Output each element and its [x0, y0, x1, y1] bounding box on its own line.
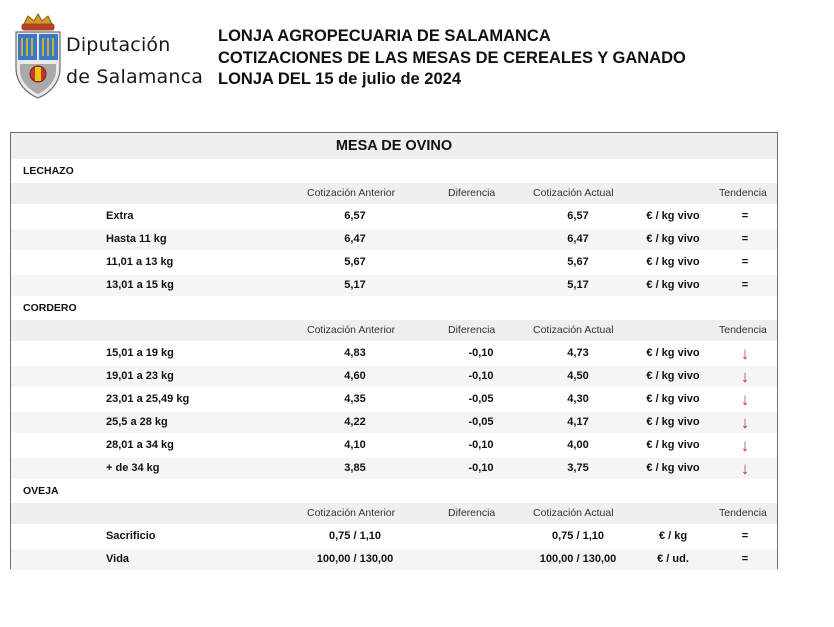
value-unidad: € / kg vivo: [646, 416, 700, 428]
arrow-down-icon: ↓: [740, 413, 750, 432]
value-actual: 4,73: [567, 347, 589, 359]
column-header-anterior: Cotización Anterior: [307, 324, 396, 336]
diputacion-logo: [10, 12, 204, 102]
equal-sign: =: [741, 530, 749, 542]
arrow-down-icon: ↓: [740, 459, 750, 478]
value-diferencia: -0,10: [468, 462, 494, 474]
table-row: [11, 343, 777, 364]
arrow-down-icon: ↓: [740, 436, 750, 455]
value-diferencia: [451, 229, 511, 250]
row-label: Sacrificio: [106, 530, 156, 542]
column-header-row: [11, 183, 777, 204]
row-label: 23,01 a 25,49 kg: [106, 393, 190, 405]
column-header-anterior: Cotización Anterior: [307, 187, 396, 199]
value-diferencia: [451, 206, 511, 227]
arrow-down-icon: ↓: [740, 390, 750, 409]
column-header-diferencia: Diferencia: [448, 187, 496, 199]
arrow-down-icon: ↓: [740, 344, 750, 363]
value-anterior: 4,35: [344, 393, 366, 405]
value-actual: 0,75 / 1,10: [552, 530, 604, 542]
table-row: [11, 412, 777, 433]
value-anterior: 4,10: [344, 439, 366, 451]
column-header-tendencia: Tendencia: [719, 187, 767, 199]
column-header-anterior: Cotización Anterior: [307, 507, 396, 519]
value-unidad: € / kg vivo: [646, 393, 700, 405]
value-unidad: € / kg vivo: [646, 370, 700, 382]
coat-of-arms-icon: [12, 12, 64, 100]
value-anterior: 5,67: [344, 256, 366, 268]
value-anterior: 3,85: [344, 462, 366, 474]
column-header-actual: Cotización Actual: [533, 187, 614, 199]
table-row: [11, 458, 777, 479]
value-diferencia: [451, 549, 511, 570]
row-label: + de 34 kg: [106, 462, 160, 474]
value-unidad: € / kg: [658, 530, 688, 542]
value-anterior: 100,00 / 130,00: [316, 553, 394, 565]
value-actual: 4,30: [567, 393, 589, 405]
column-header-actual: Cotización Actual: [533, 324, 614, 336]
document-header: [218, 26, 686, 91]
header-line-3: LONJA DEL 15 de julio de 2024: [218, 70, 461, 88]
logo-text-line1: Diputación: [66, 34, 171, 56]
equal-sign: =: [741, 553, 749, 565]
row-label: Vida: [106, 553, 130, 565]
section-label: CORDERO: [23, 302, 77, 314]
equal-sign: =: [741, 210, 749, 222]
value-actual: 6,47: [567, 233, 589, 245]
section-label: LECHAZO: [23, 165, 74, 177]
row-label: 11,01 a 13 kg: [106, 256, 174, 268]
row-label: Hasta 11 kg: [106, 233, 167, 245]
value-anterior: 4,60: [344, 370, 366, 382]
value-actual: 100,00 / 130,00: [539, 553, 617, 565]
table-row: [11, 435, 777, 456]
equal-sign: =: [741, 279, 749, 291]
value-unidad: € / kg vivo: [646, 439, 700, 451]
value-anterior: 4,22: [344, 416, 366, 428]
value-anterior: 6,57: [344, 210, 366, 222]
equal-sign: =: [741, 233, 749, 245]
value-unidad: € / ud.: [657, 553, 689, 565]
value-actual: 5,17: [567, 279, 589, 291]
header-line-2: COTIZACIONES DE LAS MESAS DE CEREALES Y GANADO: [218, 48, 686, 67]
value-actual: 5,67: [567, 256, 589, 268]
section-row: [11, 298, 777, 319]
value-diferencia: [451, 526, 511, 547]
section-row: [11, 161, 777, 182]
column-header-tendencia: Tendencia: [719, 324, 767, 336]
table-row: [11, 549, 777, 570]
value-anterior: 4,83: [344, 347, 366, 359]
value-anterior: 5,17: [344, 279, 366, 291]
value-unidad: € / kg vivo: [646, 233, 700, 245]
table-title: MESA DE OVINO: [11, 133, 777, 159]
column-header-actual: Cotización Actual: [533, 507, 614, 519]
column-header-row: [11, 320, 777, 341]
value-actual: 4,17: [567, 416, 589, 428]
value-unidad: € / kg vivo: [646, 256, 700, 268]
section-label: OVEJA: [23, 485, 59, 497]
column-header-tendencia: Tendencia: [719, 507, 767, 519]
value-anterior: 0,75 / 1,10: [329, 530, 381, 542]
value-unidad: € / kg vivo: [646, 279, 700, 291]
row-label: 15,01 a 19 kg: [106, 347, 174, 359]
value-unidad: € / kg vivo: [646, 462, 700, 474]
price-table: [10, 132, 778, 569]
value-diferencia: -0,10: [468, 347, 494, 359]
value-diferencia: [451, 275, 511, 296]
logo-text-line2: de Salamanca: [66, 66, 204, 88]
row-label: 25,5 a 28 kg: [106, 416, 168, 428]
column-header-row: [11, 503, 777, 524]
equal-sign: =: [741, 256, 749, 268]
value-diferencia: -0,05: [468, 416, 494, 428]
table-row: [11, 366, 777, 387]
column-header-diferencia: Diferencia: [448, 507, 496, 519]
column-header-diferencia: Diferencia: [448, 324, 496, 336]
value-actual: 4,50: [567, 370, 589, 382]
row-label: 28,01 a 34 kg: [106, 439, 174, 451]
value-actual: 4,00: [567, 439, 589, 451]
table-row: [11, 389, 777, 410]
value-diferencia: -0,10: [468, 370, 494, 382]
arrow-down-icon: ↓: [740, 367, 750, 386]
row-label: Extra: [106, 210, 134, 222]
table-row: [11, 206, 777, 227]
value-actual: 6,57: [567, 210, 589, 222]
value-diferencia: [451, 252, 511, 273]
value-unidad: € / kg vivo: [646, 210, 700, 222]
value-anterior: 6,47: [344, 233, 366, 245]
table-row: [11, 229, 777, 250]
value-diferencia: -0,10: [468, 439, 494, 451]
table-row: [11, 275, 777, 296]
value-unidad: € / kg vivo: [646, 347, 700, 359]
section-row: [11, 481, 777, 502]
value-actual: 3,75: [567, 462, 589, 474]
header-line-1: LONJA AGROPECUARIA DE SALAMANCA: [218, 27, 551, 45]
table-row: [11, 526, 777, 547]
table-row: [11, 252, 777, 273]
value-diferencia: -0,05: [468, 393, 494, 405]
row-label: 13,01 a 15 kg: [106, 279, 174, 291]
row-label: 19,01 a 23 kg: [106, 370, 174, 382]
